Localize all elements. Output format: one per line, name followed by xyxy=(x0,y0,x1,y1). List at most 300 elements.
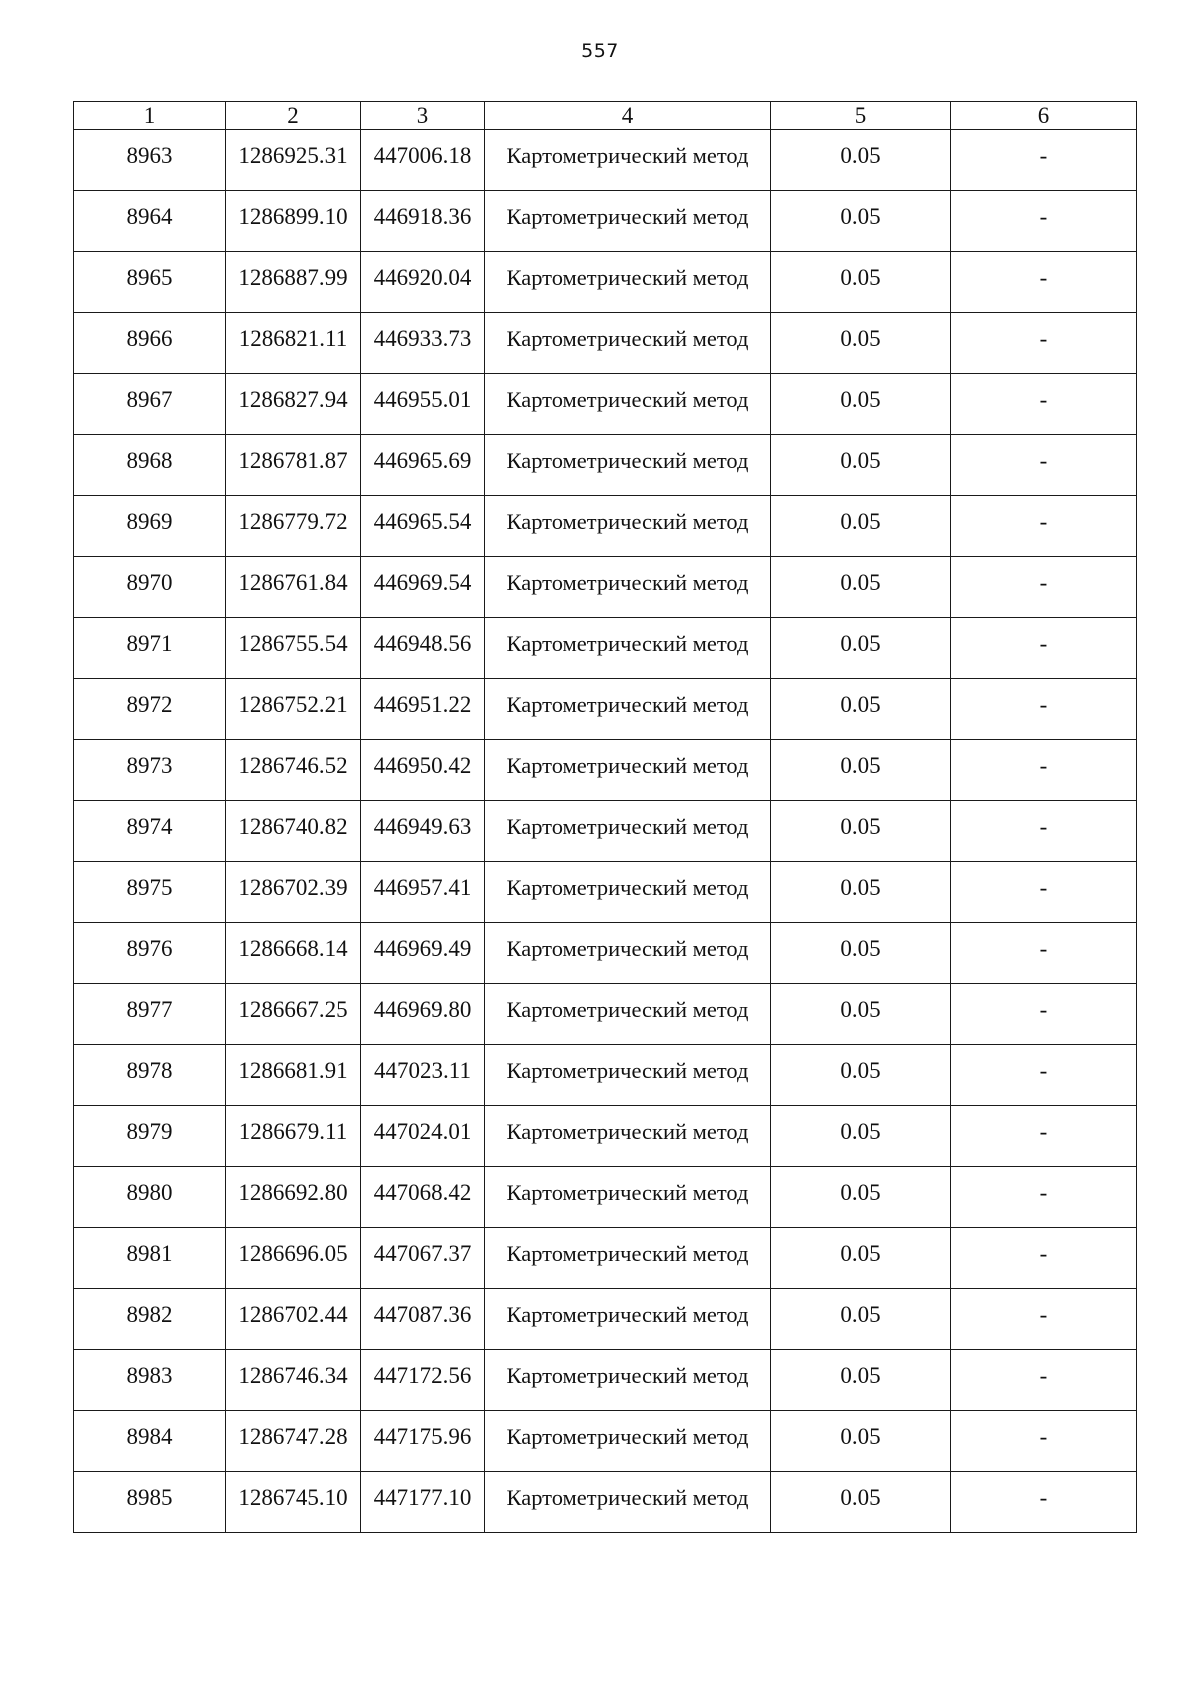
column-header-5: 5 xyxy=(771,102,951,130)
point-number-cell-text: 8982 xyxy=(126,1302,173,1327)
coordinate-x-cell xyxy=(226,1289,361,1350)
method-cell xyxy=(485,801,771,862)
coordinate-y-cell xyxy=(361,1167,485,1228)
coordinate-y-cell xyxy=(361,923,485,984)
point-number-cell xyxy=(74,984,226,1045)
coordinate-x-cell xyxy=(226,374,361,435)
note-cell xyxy=(951,740,1137,801)
coordinate-x-cell xyxy=(226,252,361,313)
coordinate-x-cell xyxy=(226,1472,361,1533)
coordinate-x-cell-text: 1286761.84 xyxy=(238,570,348,595)
coordinate-x-cell xyxy=(226,801,361,862)
coordinate-y-cell-text: 446920.04 xyxy=(373,265,472,290)
point-number-cell-text: 8979 xyxy=(126,1119,173,1144)
note-cell-text: - xyxy=(1039,448,1048,473)
note-cell-text: - xyxy=(1039,143,1048,168)
coordinate-y-cell-text: 446969.80 xyxy=(373,997,472,1022)
coordinate-y-cell-text: 447068.42 xyxy=(373,1180,472,1205)
method-cell-text: Картометрический метод xyxy=(506,326,749,351)
point-number-cell-text: 8971 xyxy=(126,631,173,656)
method-cell xyxy=(485,496,771,557)
coordinate-x-cell xyxy=(226,740,361,801)
note-cell xyxy=(951,801,1137,862)
coordinate-x-cell xyxy=(226,496,361,557)
point-number-cell xyxy=(74,313,226,374)
method-cell-text: Картометрический метод xyxy=(506,997,749,1022)
coordinate-y-cell xyxy=(361,191,485,252)
coordinate-y-cell-text: 446969.49 xyxy=(373,936,472,961)
note-cell-text: - xyxy=(1039,814,1048,839)
coordinate-y-cell xyxy=(361,1289,485,1350)
note-cell-text: - xyxy=(1039,1485,1048,1510)
coordinate-y-cell xyxy=(361,374,485,435)
precision-cell-text: 0.05 xyxy=(840,1241,881,1266)
method-cell xyxy=(485,1411,771,1472)
precision-cell xyxy=(771,374,951,435)
precision-cell xyxy=(771,923,951,984)
method-cell-text: Картометрический метод xyxy=(506,1180,749,1205)
method-cell xyxy=(485,1045,771,1106)
method-cell xyxy=(485,618,771,679)
note-cell xyxy=(951,618,1137,679)
coordinate-x-cell-text: 1286681.91 xyxy=(238,1058,348,1083)
coordinate-x-cell-text: 1286752.21 xyxy=(238,692,348,717)
method-cell xyxy=(485,1289,771,1350)
note-cell xyxy=(951,191,1137,252)
precision-cell-text: 0.05 xyxy=(840,1302,881,1327)
coordinate-x-cell-text: 1286779.72 xyxy=(238,509,348,534)
coordinate-x-cell-text: 1286821.11 xyxy=(238,326,348,351)
column-header-1: 1 xyxy=(74,102,226,130)
method-cell-text: Картометрический метод xyxy=(506,570,749,595)
note-cell-text: - xyxy=(1039,265,1048,290)
point-number-cell xyxy=(74,1106,226,1167)
note-cell-text: - xyxy=(1039,1180,1048,1205)
precision-cell-text: 0.05 xyxy=(840,1424,881,1449)
table-row xyxy=(74,984,1137,1045)
point-number-cell xyxy=(74,618,226,679)
point-number-cell xyxy=(74,374,226,435)
table-row xyxy=(74,557,1137,618)
note-cell xyxy=(951,557,1137,618)
table-row xyxy=(74,1289,1137,1350)
point-number-cell-text: 8967 xyxy=(126,387,173,412)
precision-cell xyxy=(771,313,951,374)
point-number-cell xyxy=(74,801,226,862)
coordinate-x-cell xyxy=(226,1350,361,1411)
coordinate-y-cell-text: 447087.36 xyxy=(373,1302,472,1327)
point-number-cell xyxy=(74,679,226,740)
point-number-cell xyxy=(74,557,226,618)
method-cell-text: Картометрический метод xyxy=(506,1058,749,1083)
method-cell-text: Картометрический метод xyxy=(506,387,749,412)
coordinate-y-cell-text: 446957.41 xyxy=(373,875,472,900)
point-number-cell-text: 8977 xyxy=(126,997,173,1022)
note-cell-text: - xyxy=(1039,997,1048,1022)
coordinate-x-cell-text: 1286755.54 xyxy=(238,631,348,656)
point-number-cell-text: 8974 xyxy=(126,814,173,839)
point-number-cell xyxy=(74,1045,226,1106)
coordinate-y-cell xyxy=(361,1411,485,1472)
coordinate-y-cell xyxy=(361,1045,485,1106)
coordinate-x-cell xyxy=(226,1167,361,1228)
precision-cell-text: 0.05 xyxy=(840,936,881,961)
note-cell xyxy=(951,252,1137,313)
note-cell xyxy=(951,984,1137,1045)
note-cell-text: - xyxy=(1039,1363,1048,1388)
precision-cell-text: 0.05 xyxy=(840,875,881,900)
precision-cell-text: 0.05 xyxy=(840,570,881,595)
method-cell xyxy=(485,557,771,618)
precision-cell xyxy=(771,740,951,801)
page-number: 557 xyxy=(581,40,619,62)
coordinate-y-cell-text: 446918.36 xyxy=(373,204,472,229)
coordinate-x-cell xyxy=(226,984,361,1045)
note-cell-text: - xyxy=(1039,875,1048,900)
precision-cell xyxy=(771,618,951,679)
note-cell xyxy=(951,679,1137,740)
method-cell-text: Картометрический метод xyxy=(506,631,749,656)
point-number-cell xyxy=(74,1167,226,1228)
coordinate-y-cell-text: 446965.69 xyxy=(373,448,472,473)
coordinate-y-cell xyxy=(361,984,485,1045)
coordinate-y-cell xyxy=(361,1472,485,1533)
point-number-cell-text: 8976 xyxy=(126,936,173,961)
note-cell xyxy=(951,374,1137,435)
method-cell-text: Картометрический метод xyxy=(506,875,749,900)
precision-cell xyxy=(771,1472,951,1533)
coordinate-y-cell xyxy=(361,496,485,557)
note-cell-text: - xyxy=(1039,936,1048,961)
coordinate-y-cell-text: 447175.96 xyxy=(373,1424,472,1449)
precision-cell-text: 0.05 xyxy=(840,143,881,168)
precision-cell xyxy=(771,1228,951,1289)
point-number-cell-text: 8965 xyxy=(126,265,173,290)
note-cell-text: - xyxy=(1039,1241,1048,1266)
note-cell-text: - xyxy=(1039,1302,1048,1327)
coordinate-y-cell xyxy=(361,1106,485,1167)
note-cell xyxy=(951,1350,1137,1411)
method-cell-text: Картометрический метод xyxy=(506,1241,749,1266)
table-row xyxy=(74,618,1137,679)
table-row xyxy=(74,862,1137,923)
precision-cell xyxy=(771,1167,951,1228)
method-cell xyxy=(485,1106,771,1167)
coordinate-x-cell-text: 1286781.87 xyxy=(238,448,348,473)
coordinate-x-cell-text: 1286745.10 xyxy=(238,1485,348,1510)
coordinate-x-cell-text: 1286668.14 xyxy=(238,936,348,961)
coordinate-x-cell xyxy=(226,679,361,740)
point-number-cell-text: 8964 xyxy=(126,204,173,229)
coordinate-y-cell xyxy=(361,1228,485,1289)
coordinate-x-cell-text: 1286925.31 xyxy=(238,143,348,168)
precision-cell-text: 0.05 xyxy=(840,814,881,839)
method-cell-text: Картометрический метод xyxy=(506,814,749,839)
coordinate-y-cell xyxy=(361,435,485,496)
point-number-cell xyxy=(74,130,226,191)
table-row xyxy=(74,1045,1137,1106)
note-cell xyxy=(951,435,1137,496)
method-cell-text: Картометрический метод xyxy=(506,448,749,473)
method-cell-text: Картометрический метод xyxy=(506,204,749,229)
table-row xyxy=(74,923,1137,984)
note-cell xyxy=(951,130,1137,191)
table-row xyxy=(74,252,1137,313)
point-number-cell-text: 8969 xyxy=(126,509,173,534)
method-cell xyxy=(485,984,771,1045)
coordinate-x-cell-text: 1286887.99 xyxy=(238,265,348,290)
point-number-cell-text: 8981 xyxy=(126,1241,173,1266)
precision-cell xyxy=(771,801,951,862)
coordinate-x-cell xyxy=(226,130,361,191)
precision-cell xyxy=(771,496,951,557)
method-cell-text: Картометрический метод xyxy=(506,936,749,961)
note-cell-text: - xyxy=(1039,509,1048,534)
note-cell-text: - xyxy=(1039,326,1048,351)
coordinate-y-cell-text: 447172.56 xyxy=(373,1363,472,1388)
table-row xyxy=(74,1106,1137,1167)
table-row xyxy=(74,130,1137,191)
column-header-2: 2 xyxy=(226,102,361,130)
precision-cell-text: 0.05 xyxy=(840,997,881,1022)
coordinate-x-cell xyxy=(226,1106,361,1167)
coordinate-x-cell-text: 1286702.39 xyxy=(238,875,348,900)
table-row xyxy=(74,1228,1137,1289)
precision-cell-text: 0.05 xyxy=(840,509,881,534)
point-number-cell-text: 8973 xyxy=(126,753,173,778)
note-cell-text: - xyxy=(1039,387,1048,412)
coordinate-y-cell-text: 447177.10 xyxy=(373,1485,472,1510)
point-number-cell-text: 8984 xyxy=(126,1424,173,1449)
note-cell-text: - xyxy=(1039,1424,1048,1449)
coordinate-x-cell-text: 1286740.82 xyxy=(238,814,348,839)
table-header-row xyxy=(74,102,1137,130)
note-cell xyxy=(951,496,1137,557)
table-row xyxy=(74,1350,1137,1411)
method-cell xyxy=(485,1472,771,1533)
precision-cell-text: 0.05 xyxy=(840,326,881,351)
precision-cell xyxy=(771,862,951,923)
method-cell-text: Картометрический метод xyxy=(506,692,749,717)
coordinate-x-cell-text: 1286696.05 xyxy=(238,1241,348,1266)
method-cell xyxy=(485,679,771,740)
coordinate-x-cell xyxy=(226,435,361,496)
coordinate-y-cell-text: 446955.01 xyxy=(373,387,472,412)
table-row xyxy=(74,801,1137,862)
note-cell xyxy=(951,313,1137,374)
precision-cell-text: 0.05 xyxy=(840,753,881,778)
note-cell xyxy=(951,1289,1137,1350)
coordinate-x-cell-text: 1286702.44 xyxy=(238,1302,348,1327)
column-header-4: 4 xyxy=(485,102,771,130)
note-cell xyxy=(951,862,1137,923)
precision-cell-text: 0.05 xyxy=(840,1363,881,1388)
coordinate-y-cell xyxy=(361,801,485,862)
coordinate-y-cell xyxy=(361,862,485,923)
method-cell xyxy=(485,740,771,801)
coordinate-x-cell-text: 1286747.28 xyxy=(238,1424,348,1449)
coordinate-x-cell-text: 1286692.80 xyxy=(238,1180,348,1205)
method-cell xyxy=(485,191,771,252)
coordinate-y-cell xyxy=(361,130,485,191)
precision-cell-text: 0.05 xyxy=(840,265,881,290)
method-cell-text: Картометрический метод xyxy=(506,1363,749,1388)
precision-cell-text: 0.05 xyxy=(840,204,881,229)
note-cell-text: - xyxy=(1039,753,1048,778)
point-number-cell xyxy=(74,740,226,801)
table-body xyxy=(74,130,1137,1533)
point-number-cell-text: 8980 xyxy=(126,1180,173,1205)
precision-cell-text: 0.05 xyxy=(840,1119,881,1144)
coordinate-y-cell-text: 446965.54 xyxy=(373,509,472,534)
coordinate-x-cell-text: 1286746.52 xyxy=(238,753,348,778)
coordinate-y-cell-text: 446950.42 xyxy=(373,753,472,778)
note-cell-text: - xyxy=(1039,1119,1048,1144)
note-cell xyxy=(951,1167,1137,1228)
coordinate-x-cell xyxy=(226,313,361,374)
precision-cell xyxy=(771,1411,951,1472)
method-cell xyxy=(485,862,771,923)
table-row xyxy=(74,496,1137,557)
table-row xyxy=(74,435,1137,496)
note-cell-text: - xyxy=(1039,204,1048,229)
point-number-cell xyxy=(74,1228,226,1289)
coordinate-x-cell xyxy=(226,862,361,923)
coordinate-y-cell-text: 447006.18 xyxy=(373,143,472,168)
precision-cell xyxy=(771,984,951,1045)
coordinate-x-cell xyxy=(226,1411,361,1472)
point-number-cell-text: 8985 xyxy=(126,1485,173,1510)
table-row xyxy=(74,1472,1137,1533)
point-number-cell-text: 8978 xyxy=(126,1058,173,1083)
coordinate-y-cell xyxy=(361,740,485,801)
coordinate-x-cell-text: 1286746.34 xyxy=(238,1363,348,1388)
coordinate-y-cell xyxy=(361,557,485,618)
method-cell xyxy=(485,1167,771,1228)
coordinate-y-cell-text: 447024.01 xyxy=(373,1119,472,1144)
table-row xyxy=(74,374,1137,435)
point-number-cell xyxy=(74,923,226,984)
precision-cell xyxy=(771,191,951,252)
note-cell-text: - xyxy=(1039,692,1048,717)
column-header-6: 6 xyxy=(951,102,1137,130)
table-row xyxy=(74,740,1137,801)
method-cell xyxy=(485,435,771,496)
precision-cell-text: 0.05 xyxy=(840,1180,881,1205)
method-cell-text: Картометрический метод xyxy=(506,509,749,534)
point-number-cell-text: 8975 xyxy=(126,875,173,900)
method-cell-text: Картометрический метод xyxy=(506,265,749,290)
note-cell xyxy=(951,1106,1137,1167)
method-cell xyxy=(485,1350,771,1411)
note-cell xyxy=(951,1045,1137,1106)
note-cell xyxy=(951,1228,1137,1289)
method-cell-text: Картометрический метод xyxy=(506,1302,749,1327)
precision-cell xyxy=(771,1350,951,1411)
coordinate-x-cell xyxy=(226,1228,361,1289)
precision-cell-text: 0.05 xyxy=(840,1058,881,1083)
point-number-cell-text: 8983 xyxy=(126,1363,173,1388)
method-cell-text: Картометрический метод xyxy=(506,1485,749,1510)
method-cell-text: Картометрический метод xyxy=(506,143,749,168)
note-cell xyxy=(951,1411,1137,1472)
table-row xyxy=(74,679,1137,740)
point-number-cell xyxy=(74,862,226,923)
point-number-cell-text: 8972 xyxy=(126,692,173,717)
method-cell xyxy=(485,252,771,313)
point-number-cell xyxy=(74,1411,226,1472)
precision-cell xyxy=(771,1106,951,1167)
precision-cell-text: 0.05 xyxy=(840,692,881,717)
point-number-cell xyxy=(74,496,226,557)
method-cell-text: Картометрический метод xyxy=(506,1119,749,1144)
coordinate-y-cell-text: 446949.63 xyxy=(373,814,472,839)
point-number-cell xyxy=(74,252,226,313)
point-number-cell xyxy=(74,1289,226,1350)
note-cell-text: - xyxy=(1039,1058,1048,1083)
point-number-cell xyxy=(74,435,226,496)
method-cell-text: Картометрический метод xyxy=(506,1424,749,1449)
precision-cell-text: 0.05 xyxy=(840,1485,881,1510)
coordinate-x-cell xyxy=(226,191,361,252)
note-cell-text: - xyxy=(1039,570,1048,595)
precision-cell xyxy=(771,130,951,191)
precision-cell xyxy=(771,435,951,496)
method-cell xyxy=(485,374,771,435)
precision-cell-text: 0.05 xyxy=(840,387,881,412)
coordinate-y-cell-text: 447067.37 xyxy=(373,1241,472,1266)
point-number-cell-text: 8970 xyxy=(126,570,173,595)
coordinate-y-cell xyxy=(361,252,485,313)
precision-cell xyxy=(771,252,951,313)
method-cell xyxy=(485,1228,771,1289)
table-row xyxy=(74,1167,1137,1228)
note-cell xyxy=(951,1472,1137,1533)
point-number-cell-text: 8963 xyxy=(126,143,173,168)
coordinate-x-cell xyxy=(226,557,361,618)
precision-cell xyxy=(771,557,951,618)
point-number-cell-text: 8966 xyxy=(126,326,173,351)
method-cell xyxy=(485,130,771,191)
point-number-cell xyxy=(74,1472,226,1533)
coordinate-x-cell xyxy=(226,618,361,679)
point-number-cell-text: 8968 xyxy=(126,448,173,473)
coordinate-y-cell xyxy=(361,1350,485,1411)
precision-cell-text: 0.05 xyxy=(840,631,881,656)
coordinate-y-cell xyxy=(361,313,485,374)
coordinate-y-cell-text: 446951.22 xyxy=(373,692,472,717)
precision-cell-text: 0.05 xyxy=(840,448,881,473)
point-number-cell xyxy=(74,191,226,252)
coordinate-x-cell-text: 1286899.10 xyxy=(238,204,348,229)
method-cell-text: Картометрический метод xyxy=(506,753,749,778)
precision-cell xyxy=(771,679,951,740)
coordinate-y-cell-text: 446969.54 xyxy=(373,570,472,595)
column-header-3: 3 xyxy=(361,102,485,130)
coordinate-x-cell-text: 1286679.11 xyxy=(238,1119,348,1144)
coordinate-y-cell xyxy=(361,679,485,740)
precision-cell xyxy=(771,1289,951,1350)
coordinate-y-cell xyxy=(361,618,485,679)
coordinate-x-cell xyxy=(226,1045,361,1106)
method-cell xyxy=(485,313,771,374)
coordinate-x-cell-text: 1286667.25 xyxy=(238,997,348,1022)
table-row xyxy=(74,1411,1137,1472)
note-cell xyxy=(951,923,1137,984)
precision-cell xyxy=(771,1045,951,1106)
coordinate-x-cell xyxy=(226,923,361,984)
table-row xyxy=(74,191,1137,252)
